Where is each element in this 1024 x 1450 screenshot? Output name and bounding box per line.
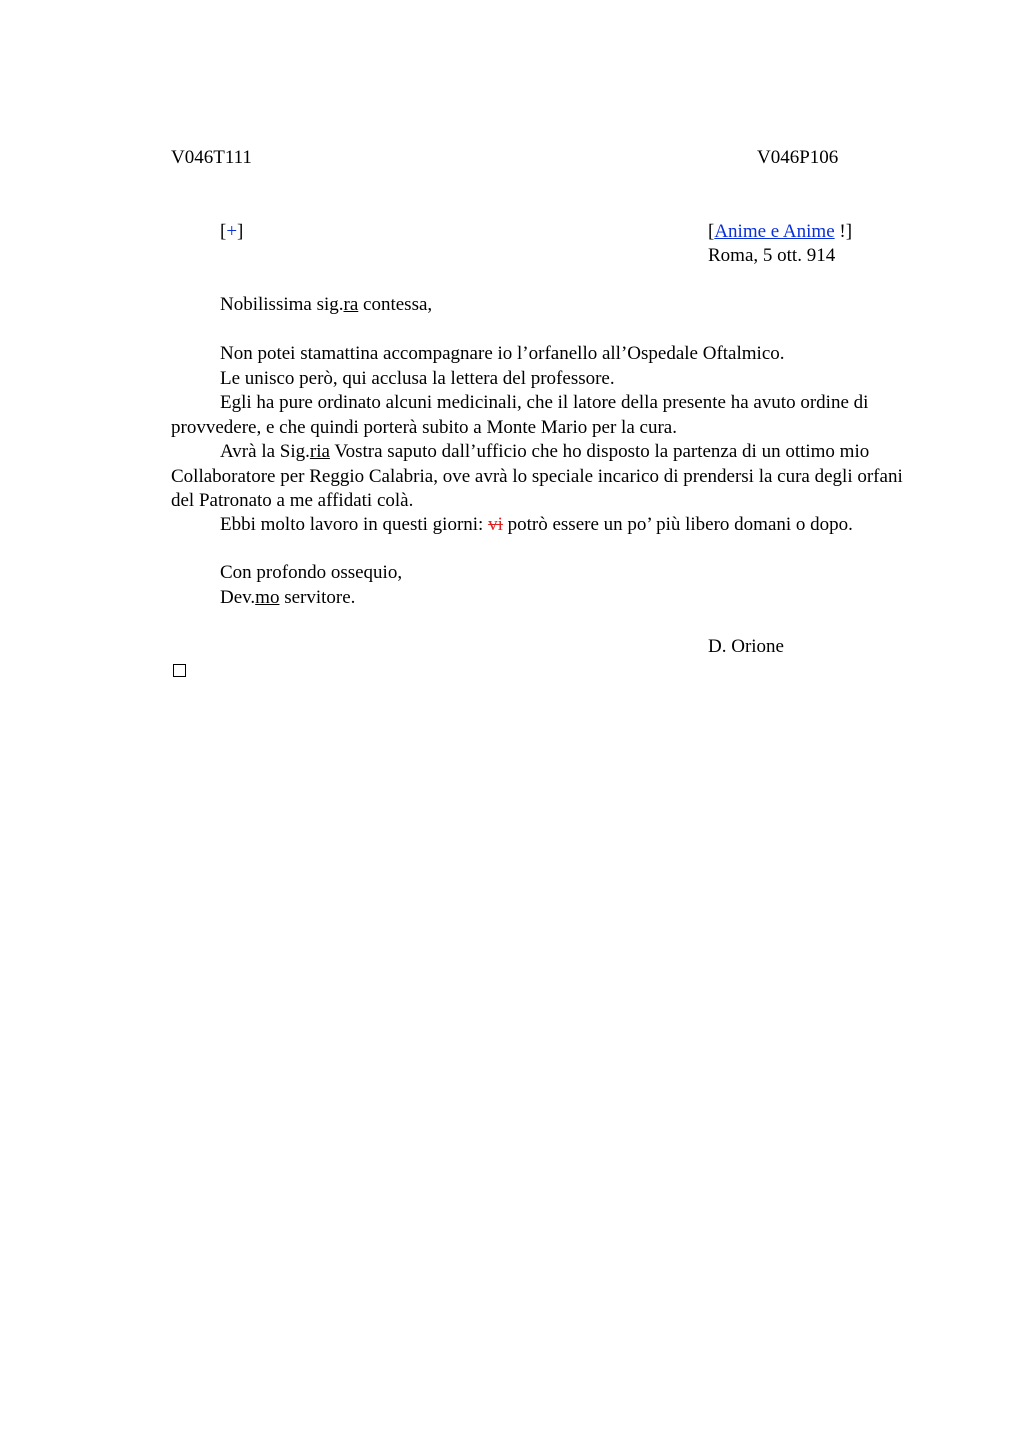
title-bracket-close: !]	[839, 221, 853, 242]
p5-pre: Ebbi molto lavoro in questi giorni:	[220, 514, 489, 535]
salutation-abbr: ra	[343, 294, 359, 315]
plus-marker	[220, 221, 243, 243]
document-code-left: V046T111	[171, 147, 252, 168]
p4-pre: Avrà la Sig.	[220, 441, 310, 462]
p4-abbr: ria	[309, 441, 330, 462]
place-date: Roma, 5 ott. 914	[708, 245, 836, 266]
bracket-close: ]	[237, 221, 244, 242]
closing-devoted	[220, 587, 355, 609]
closing-line: Con profondo ossequio,	[220, 562, 403, 583]
body-paragraph-1: Non potei stamattina accompagnare io l’orfanello all’Ospedale Oftalmico.	[220, 343, 785, 364]
p4-post: Vostra saputo dall’ufficio che ho disposto la partenza di un ottimo mio Collaboratore per Reggio Calabria, ove avrà lo speciale incarico di prendersi la cura degli orfani del Patronato a me affidati colà.	[171, 441, 903, 511]
title-bracket-open: [	[708, 221, 715, 242]
deleted-word: vi	[488, 514, 503, 535]
salutation-pre: Nobilissima sig.	[220, 294, 344, 315]
document-code-right: V046P106	[757, 147, 839, 168]
salutation	[220, 294, 432, 316]
anime-e-anime-link[interactable]: Anime e Anime	[714, 221, 835, 242]
end-square-icon	[173, 664, 186, 677]
plus-link[interactable]: +	[226, 221, 238, 242]
body-paragraph-2: Le unisco però, qui acclusa la lettera del professore.	[220, 368, 615, 389]
title-reference	[708, 221, 852, 243]
body-paragraph-3: Egli ha pure ordinato alcuni medicinali, che il latore della presente ha avuto ordine di provvedere, e che quindi porterà subito a Monte Mario per la cura.	[171, 392, 869, 438]
body-paragraph-4	[171, 440, 907, 514]
body-paragraph-5	[171, 513, 871, 538]
p5-post: potrò essere un po’ più libero domani o dopo.	[502, 514, 853, 535]
signature: D. Orione	[708, 636, 784, 657]
dev-post: servitore.	[279, 587, 356, 608]
bracket-open: [	[220, 221, 227, 242]
salutation-post: contessa,	[358, 294, 433, 315]
dev-abbr: mo	[255, 587, 280, 608]
dev-pre: Dev.	[220, 587, 256, 608]
